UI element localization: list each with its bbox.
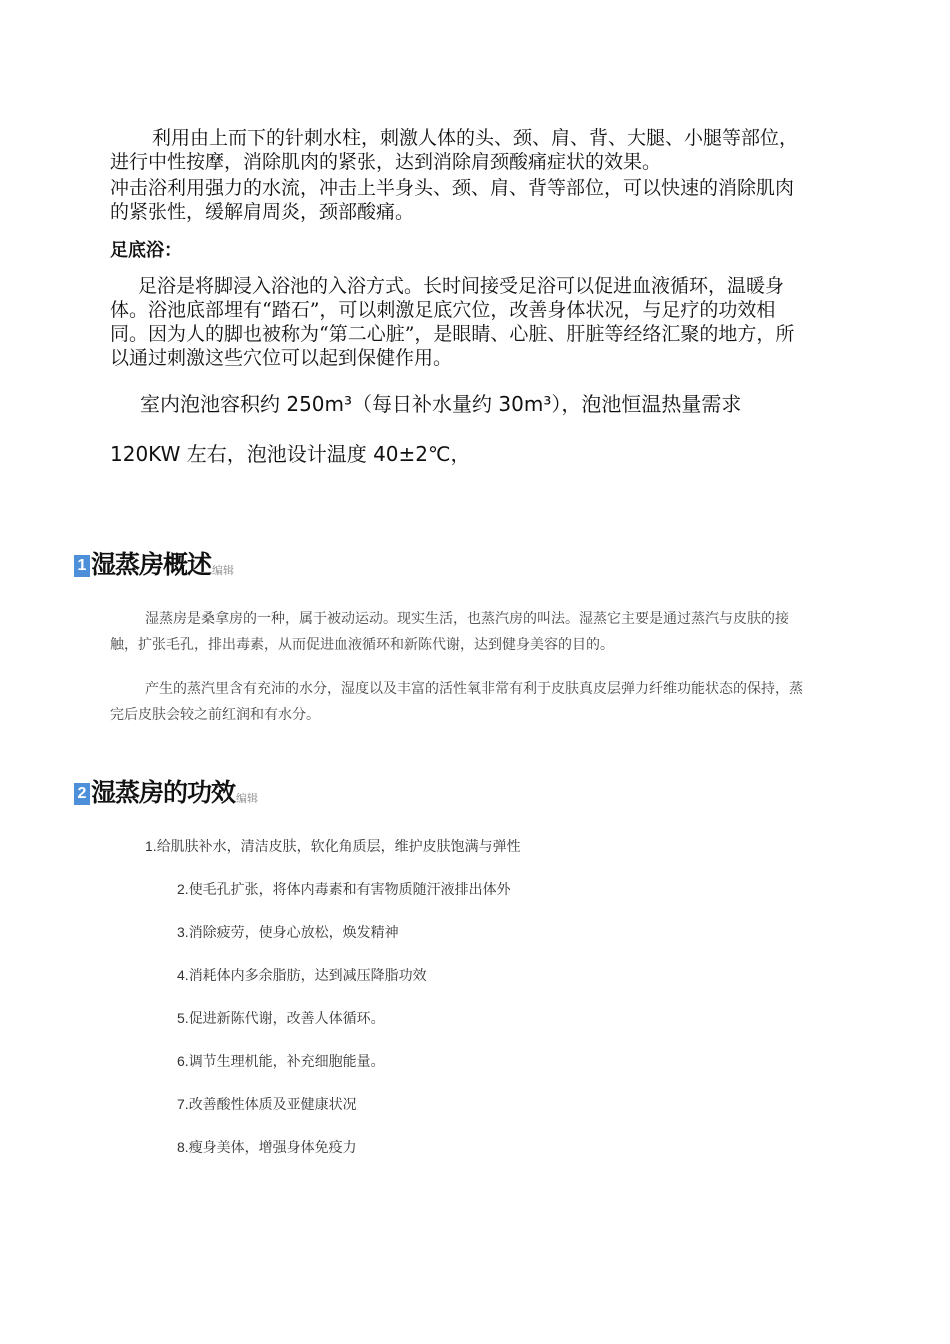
section-number-badge: 2 bbox=[74, 783, 90, 805]
list-item: 3.消除疲劳，使身心放松，焕发精神 bbox=[177, 924, 399, 941]
paragraph-impact-bath: 冲击浴利用强力的水流，冲击上半身头、颈、肩、背等部位，可以快速的消除肌肉的紧张性，缓解肩周炎，颈部酸痛。 bbox=[110, 177, 795, 223]
list-item: 8.瘦身美体，增强身体免疫力 bbox=[177, 1139, 357, 1156]
section-number-badge: 1 bbox=[74, 555, 90, 577]
section-title: 湿蒸房的功效 bbox=[91, 778, 236, 807]
paragraph-overview-2: 产生的蒸汽里含有充沛的水分，湿度以及丰富的活性氧非常有利于皮肤真皮层弹力纤维功能状态的保持，蒸完后皮肤会较之前红润和有水分。 bbox=[110, 681, 803, 723]
paragraph-foot-bath: 足浴是将脚浸入浴池的入浴方式。长时间接受足浴可以促进血液循环，温暖身体。浴池底部埋有“踏石”，可以刺激足底穴位，改善身体状况，与足疗的功效相同。因为人的脚也被称为“第二心脏”，是眼睛、心脏、肝脏等经络汇聚的地方，所以通过刺激这些穴位可以起到保健作用。 bbox=[110, 275, 795, 369]
edit-link[interactable]: 编辑 bbox=[212, 564, 235, 577]
list-item: 7.改善酸性体质及亚健康状况 bbox=[177, 1096, 357, 1113]
pool-heat-line: 120KW 左右，泡池设计温度 40±2℃， bbox=[110, 442, 471, 466]
section-heading-overview bbox=[74, 550, 234, 580]
paragraph-overview-1: 湿蒸房是桑拿房的一种，属于被动运动。现实生活，也蒸汽房的叫法。湿蒸它主要是通过蒸汽与皮肤的接触，扩张毛孔，排出毒素，从而促进血液循环和新陈代谢，达到健身美容的目的。 bbox=[110, 611, 789, 653]
edit-link[interactable]: 编辑 bbox=[236, 792, 259, 805]
list-item: 1.给肌肤补水，清洁皮肤，软化角质层，维护皮肤饱满与弹性 bbox=[145, 838, 521, 855]
section-title: 湿蒸房概述 bbox=[91, 550, 212, 579]
section-heading-benefits bbox=[74, 778, 258, 808]
list-item: 2.使毛孔扩张，将体内毒素和有害物质随汗液排出体外 bbox=[177, 881, 511, 898]
list-item: 5.促进新陈代谢，改善人体循环。 bbox=[177, 1010, 385, 1027]
paragraph-needle-shower: 利用由上而下的针刺水柱，刺激人体的头、颈、肩、背、大腿、小腿等部位，进行中性按摩，消除肌肉的紧张，达到消除肩颈酸痛症状的效果。 bbox=[110, 127, 799, 173]
pool-volume-line: 室内泡池容积约 250m³（每日补水量约 30m³），泡池恒温热量需求 bbox=[140, 392, 742, 416]
foot-bath-heading: 足底浴： bbox=[110, 240, 182, 261]
list-item: 4.消耗体内多余脂肪，达到减压降脂功效 bbox=[177, 967, 427, 984]
list-item: 6.调节生理机能，补充细胞能量。 bbox=[177, 1053, 385, 1070]
